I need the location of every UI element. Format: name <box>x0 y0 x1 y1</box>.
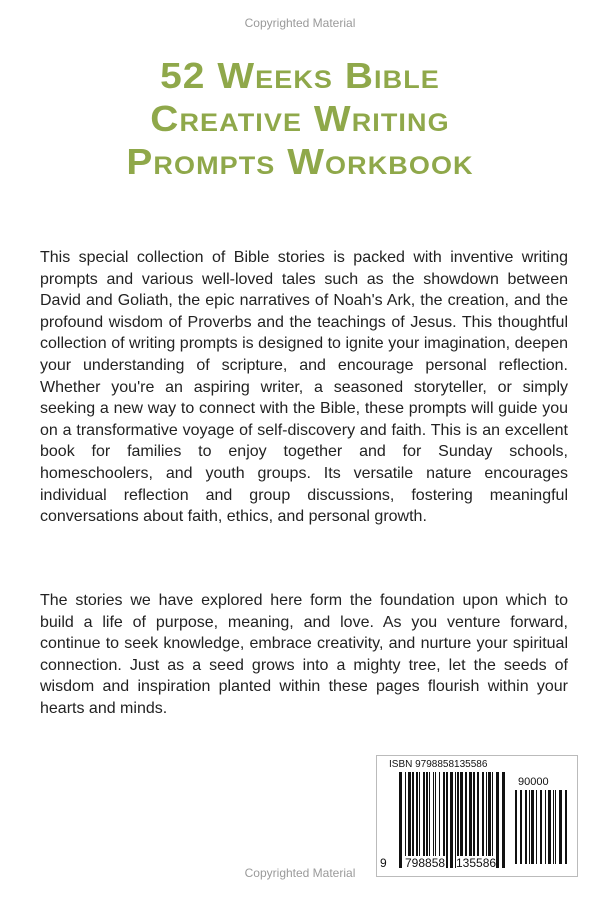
barcode-bar <box>515 790 517 864</box>
barcode-bar <box>439 772 440 868</box>
barcode-bar <box>408 772 411 868</box>
barcode-bar <box>473 772 475 868</box>
barcode-bar <box>469 772 472 868</box>
barcode-bar <box>443 772 445 868</box>
barcode-bar <box>559 790 562 864</box>
barcode-bar <box>435 772 436 868</box>
copyright-watermark-bottom: Copyrighted Material <box>244 866 356 880</box>
price-addon: 90000 <box>518 776 549 788</box>
barcode-bar <box>529 790 530 864</box>
barcode-bars <box>399 772 505 868</box>
barcode-bar <box>565 790 567 864</box>
barcode-digits-right: 135586 <box>456 856 497 870</box>
barcode-bar <box>531 790 534 864</box>
barcode-bar <box>416 772 418 868</box>
barcode-bar <box>525 790 527 864</box>
isbn-barcode <box>376 755 578 877</box>
barcode-digits-left: 798858 <box>405 856 446 870</box>
barcode-bar <box>405 772 406 868</box>
barcode-bar <box>412 772 414 868</box>
barcode-bar <box>433 772 434 868</box>
barcode-bar <box>536 790 537 864</box>
barcode-bar <box>502 772 505 868</box>
copyright-watermark-top: Copyrighted Material <box>244 16 356 30</box>
barcode-bar <box>496 772 499 868</box>
barcode-bar <box>492 772 493 868</box>
barcode-bar <box>450 772 453 868</box>
isbn-label: ISBN 9798858135586 <box>389 759 488 770</box>
closing-paragraph: The stories we have explored here form the foundation upon which to build a life of purpose, meaning, and love. As you venture forward, continue to seek knowledge, embrace creativity, and nurture your spiritual connection. Just as a seed grows into a mighty tree, let the seeds of wisdom and inspiration planted within these pages flourish within your hearts and minds. <box>40 592 568 717</box>
barcode-bar <box>457 772 459 868</box>
barcode-bar <box>460 772 463 868</box>
barcode-bar <box>486 772 487 868</box>
description-paragraph: This special collection of Bible stories is packed with inventive writing prompts and various well-loved tales such as the showdown between David and Goliath, the epic narratives of Noah's Ark, the creation, and the profound wisdom of Proverbs and the teachings of Jesus. This thoughtful collection of writing prompts is designed to ignite your imagination, deepen your understanding of scripture, and encourage personal reflection. Whether you're an aspiring writer, a seasoned storyteller, or simply seeking a new way to connect with the Bible, these prompts will guide you on a transformative voyage of self-discovery and faith. This is an excellent book for families to enjoy together and for Sunday schools, homeschoolers, and youth groups. Its versatile nature encourages individual reflection and group discussions, fostering meaningful conversations about faith, ethics, and personal growth. <box>40 249 568 526</box>
barcode-bar <box>477 772 479 868</box>
barcode-bar <box>520 790 522 864</box>
barcode-bar <box>419 772 420 868</box>
barcode-bar <box>426 772 428 868</box>
barcode-bar <box>548 790 551 864</box>
barcode-bar <box>545 790 546 864</box>
barcode-bar <box>488 772 491 868</box>
barcode-bar <box>446 772 448 868</box>
barcode-bar <box>455 772 456 868</box>
title-line: Prompts Workbook <box>126 141 474 182</box>
barcode-bar <box>553 790 554 864</box>
barcode-bar <box>429 772 430 868</box>
barcode-digit-lead: 9 <box>380 856 387 870</box>
title-line: 52 Weeks Bible <box>160 55 440 96</box>
barcode-bar <box>482 772 484 868</box>
barcode-bar <box>399 772 402 868</box>
title-line: Creative Writing <box>150 98 450 139</box>
book-title <box>0 54 600 183</box>
barcode-bar <box>465 772 467 868</box>
addon-bars <box>515 790 569 864</box>
barcode-bar <box>423 772 425 868</box>
barcode-bar <box>540 790 542 864</box>
barcode-bar <box>555 790 556 864</box>
